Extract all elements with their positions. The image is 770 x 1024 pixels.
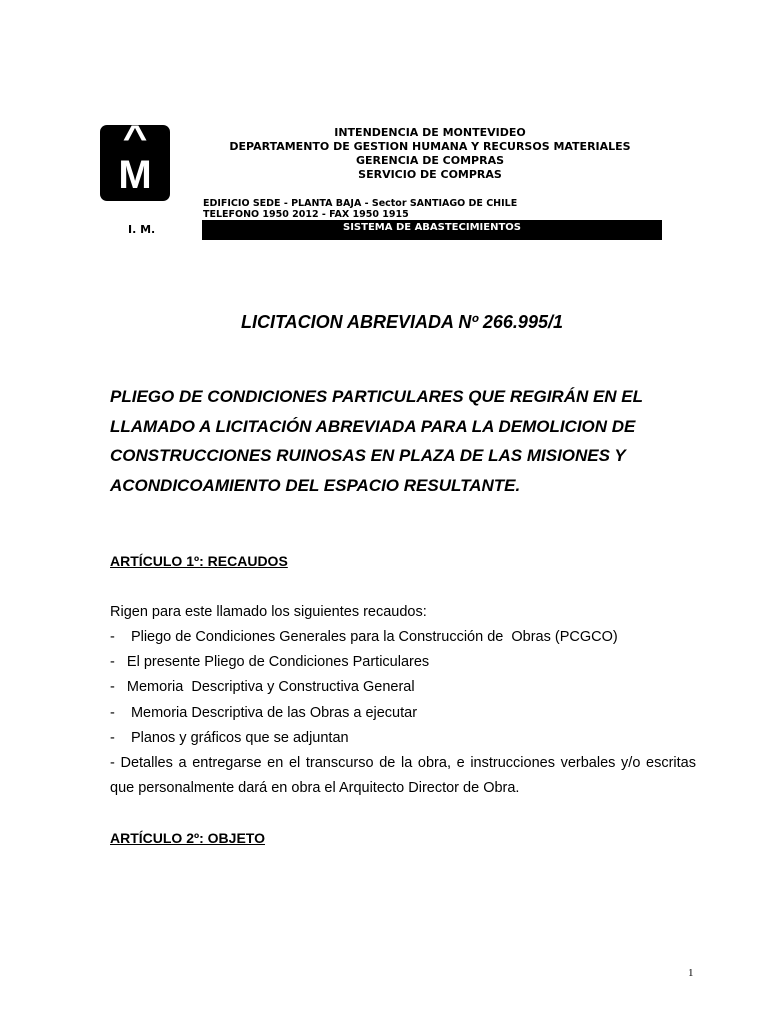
pliego-line-4: ACONDICOAMIENTO DEL ESPACIO RESULTANTE. — [110, 475, 521, 495]
pliego-line-1: PLIEGO DE CONDICIONES PARTICULARES QUE REGIRÁN EN EL — [110, 387, 644, 406]
pliego-heading — [110, 382, 710, 500]
header-line-1: INTENDENCIA DE MONTEVIDEO — [334, 126, 526, 139]
header-line-2: DEPARTAMENTO DE GESTION HUMANA Y RECURSOS MATERIALES — [229, 140, 631, 153]
recaudo-item-5: - Planos y gráficos que se adjuntan — [110, 730, 349, 746]
article-2-heading: ARTÍCULO 2º: OBJETO — [110, 830, 265, 846]
page-number: 1 — [688, 967, 694, 979]
article-1-intro: Rigen para este llamado los siguientes recaudos: — [110, 604, 427, 620]
logo-hat-icon: ^ — [122, 119, 148, 157]
document-title: LICITACION ABREVIADA Nº 266.995/1 — [241, 312, 563, 332]
recaudo-details: - Detalles a entregarse en el transcurso de la obra, e instrucciones verbales y/o escritas que personalmente dará en obra el Arquitecto Director de Obra. — [110, 755, 696, 796]
header-line-4: SERVICIO DE COMPRAS — [358, 168, 502, 181]
article-1-heading: ARTÍCULO 1º: RECAUDOS — [110, 553, 288, 569]
system-bar: SISTEMA DE ABASTECIMIENTOS — [202, 220, 662, 240]
recaudo-item-3: - Memoria Descriptiva y Constructiva General — [110, 679, 415, 695]
recaudo-item-2: - El presente Pliego de Condiciones Particulares — [110, 654, 430, 670]
recaudo-item-1: - Pliego de Condiciones Generales para la Construcción de Obras (PCGCO) — [110, 629, 618, 645]
recaudo-item-4: - Memoria Descriptiva de las Obras a ejecutar — [110, 705, 418, 721]
header-line-3: GERENCIA DE COMPRAS — [355, 154, 505, 167]
im-logo — [100, 119, 170, 201]
pliego-line-2: LLAMADO A LICITACIÓN ABREVIADA PARA LA DEMOLICION DE — [110, 416, 636, 436]
pliego-line-3: CONSTRUCCIONES RUINOSAS EN PLAZA DE LAS MISIONES Y — [110, 446, 626, 465]
phone-line: TELEFONO 1950 2012 - FAX 1950 1915 — [203, 209, 409, 220]
logo-letter: M — [118, 153, 152, 197]
logo-caption: I. M. — [128, 223, 156, 236]
address-line: EDIFICIO SEDE - PLANTA BAJA - Sector SANTIAGO DE CHILE — [203, 198, 518, 209]
